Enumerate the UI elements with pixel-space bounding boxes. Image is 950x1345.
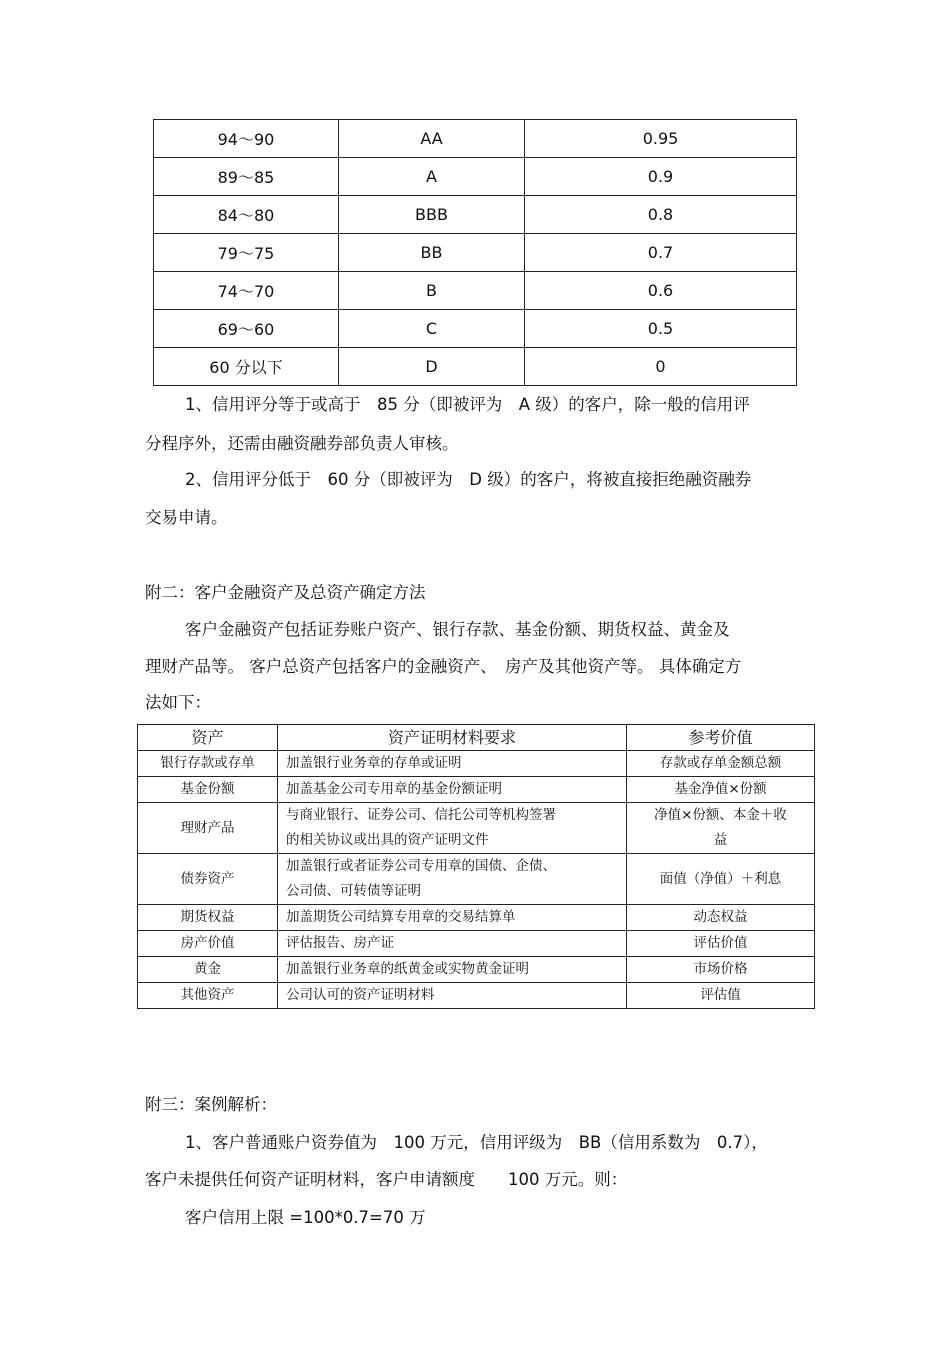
proof-requirement — [278, 957, 627, 983]
appendix-2-para-line-3: 法如下： — [145, 693, 211, 712]
asset-type: 债券资产 — [138, 854, 278, 905]
credit-grade: BB — [339, 234, 525, 272]
column-header: 参考价值 — [627, 725, 815, 751]
reference-value — [627, 957, 815, 983]
credit-grade: BBB — [339, 196, 525, 234]
asset-type: 其他资产 — [138, 983, 278, 1009]
credit-coefficient: 0.95 — [525, 120, 797, 158]
column-header: 资产 — [138, 725, 278, 751]
score-range: 79～75 — [154, 234, 339, 272]
table-row — [154, 234, 797, 272]
proof-requirement — [278, 983, 627, 1009]
credit-grade: A — [339, 158, 525, 196]
proof-line: 加盖基金公司专用章的基金份额证明 — [286, 781, 502, 797]
asset-type: 银行存款或存单 — [138, 751, 278, 777]
reference-value — [627, 983, 815, 1009]
proof-requirement — [278, 931, 627, 957]
value-line: 评估值 — [700, 987, 741, 1003]
table-row — [138, 803, 815, 854]
proof-line: 加盖银行或者证券公司专用章的国债、企债、 — [286, 858, 556, 874]
proof-line: 加盖期货公司结算专用章的交易结算单 — [286, 909, 516, 925]
value-line: 净值×份额、本金＋收 — [654, 807, 787, 823]
score-range: 74～70 — [154, 272, 339, 310]
score-range: 84～80 — [154, 196, 339, 234]
credit-coefficient: 0.7 — [525, 234, 797, 272]
credit-coefficient: 0 — [525, 348, 797, 386]
proof-line: 与商业银行、证券公司、信托公司等机构签署 — [286, 807, 556, 823]
reference-value — [627, 854, 815, 905]
score-range: 60 分以下 — [154, 348, 339, 386]
asset-type: 基金份额 — [138, 777, 278, 803]
reference-value — [627, 803, 815, 854]
reference-value — [627, 905, 815, 931]
credit-coefficient: 0.9 — [525, 158, 797, 196]
credit-grade: AA — [339, 120, 525, 158]
table-row — [154, 158, 797, 196]
table-row — [138, 905, 815, 931]
table-row — [154, 120, 797, 158]
case-1-line-3: 客户信用上限 =100*0.7=70 万 — [185, 1208, 426, 1227]
value-line: 益 — [713, 832, 728, 848]
value-line: 评估价值 — [693, 935, 748, 951]
proof-line: 公司债、可转债等证明 — [286, 883, 421, 899]
table-row — [138, 751, 815, 777]
credit-grade: C — [339, 310, 525, 348]
asset-type: 期货权益 — [138, 905, 278, 931]
score-range: 89～85 — [154, 158, 339, 196]
table-row — [154, 272, 797, 310]
appendix-2-title: 附二：客户金融资产及总资产确定方法 — [145, 583, 426, 602]
note-1-line-1: 1、信用评分等于或高于 85 分（即被评为 A 级）的客户，除一般的信用评 — [185, 395, 750, 414]
credit-coefficient: 0.5 — [525, 310, 797, 348]
score-range: 94～90 — [154, 120, 339, 158]
value-line: 动态权益 — [693, 909, 748, 925]
reference-value — [627, 931, 815, 957]
asset-type: 理财产品 — [138, 803, 278, 854]
table-header-row — [138, 725, 815, 751]
proof-line: 公司认可的资产证明材料 — [286, 987, 435, 1003]
appendix-2-para-line-2: 理财产品等。 客户总资产包括客户的金融资产、 房产及其他资产等。 具体确定方 — [145, 657, 742, 676]
asset-table — [137, 724, 815, 1009]
proof-requirement — [278, 777, 627, 803]
table-row — [138, 957, 815, 983]
case-1-line-1: 1、客户普通账户资券值为 100 万元，信用评级为 BB（信用系数为 0.7）， — [185, 1133, 768, 1152]
note-1-line-2: 分程序外，还需由融资融券部负责人审核。 — [145, 434, 459, 453]
proof-requirement — [278, 751, 627, 777]
rating-table — [153, 119, 797, 386]
reference-value — [627, 777, 815, 803]
credit-grade: B — [339, 272, 525, 310]
asset-type: 黄金 — [138, 957, 278, 983]
table-row — [138, 777, 815, 803]
proof-line: 加盖银行业务章的纸黄金或实物黄金证明 — [286, 961, 529, 977]
proof-line: 的相关协议或出具的资产证明文件 — [286, 832, 489, 848]
column-header: 资产证明材料要求 — [278, 725, 627, 751]
credit-coefficient: 0.6 — [525, 272, 797, 310]
value-line: 市场价格 — [693, 961, 748, 977]
table-row — [138, 931, 815, 957]
table-row — [138, 983, 815, 1009]
appendix-3-title: 附三：案例解析： — [145, 1095, 277, 1114]
score-range: 69～60 — [154, 310, 339, 348]
credit-grade: D — [339, 348, 525, 386]
note-2-line-1: 2、信用评分低于 60 分（即被评为 D 级）的客户，将被直接拒绝融资融券 — [185, 470, 752, 489]
proof-line: 评估报告、房产证 — [286, 935, 394, 951]
note-2-line-2: 交易申请。 — [145, 508, 228, 527]
table-row — [138, 854, 815, 905]
appendix-2-para-line-1: 客户金融资产包括证券账户资产、银行存款、基金份额、期货权益、黄金及 — [185, 620, 730, 639]
value-line: 面值（净值）＋利息 — [659, 870, 782, 887]
proof-line: 加盖银行业务章的存单或证明 — [286, 755, 462, 771]
asset-type: 房产价值 — [138, 931, 278, 957]
value-line: 基金净值×份额 — [674, 781, 767, 797]
table-row — [154, 310, 797, 348]
table-row — [154, 196, 797, 234]
credit-coefficient: 0.8 — [525, 196, 797, 234]
case-1-line-2: 客户未提供任何资产证明材料，客户申请额度 100 万元。则： — [145, 1170, 628, 1189]
reference-value — [627, 751, 815, 777]
proof-requirement — [278, 905, 627, 931]
proof-requirement — [278, 803, 627, 854]
table-row — [154, 348, 797, 386]
proof-requirement — [278, 854, 627, 905]
value-line: 存款或存单金额总额 — [659, 755, 782, 771]
